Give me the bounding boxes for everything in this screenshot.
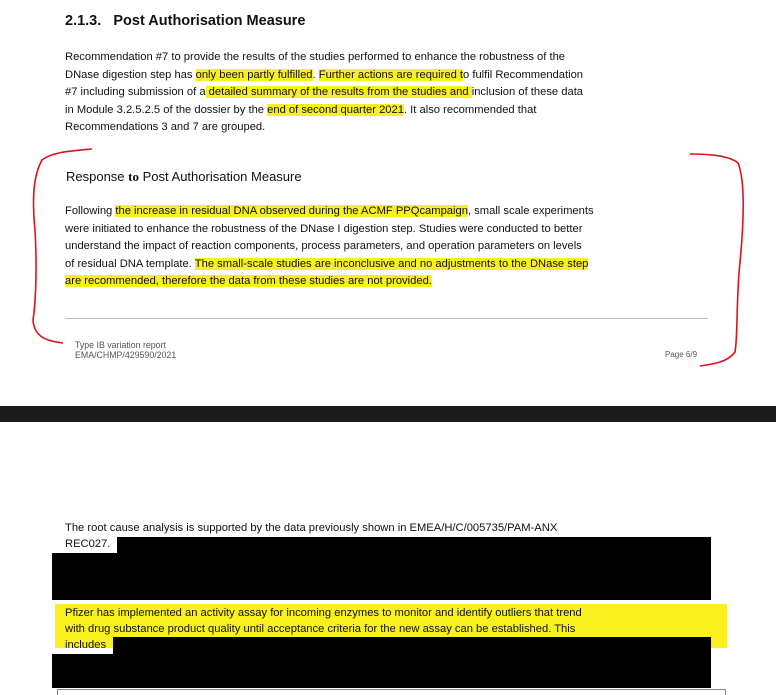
highlight: The small-scale studies are inconclusive and no adjustments to the DNase step xyxy=(194,257,589,270)
highlight: are recommended, therefore the data from these studies are not provided. xyxy=(65,275,432,288)
table-border xyxy=(57,689,726,695)
paragraph-line: Recommendation #7 to provide the results of the studies performed to enhance the robustness of the xyxy=(65,51,566,63)
section-title: Post Authorisation Measure xyxy=(113,13,306,29)
paragraph-line: includes xyxy=(65,639,107,651)
page-separator xyxy=(0,406,776,422)
paragraph-line: with drug substance product quality until acceptance criteria for the new assay can be established. This xyxy=(65,623,576,635)
highlight: the increase in residual DNA observed during the ACMF PPQcampaign xyxy=(115,205,468,217)
paragraph-line: Recommendations 3 and 7 are grouped. xyxy=(65,121,266,134)
paragraph-line: of residual DNA template. The small-scale studies are inconclusive and no adjustments to the DNase step xyxy=(65,257,589,270)
doc-id: EMA/CHMP/429590/2021 xyxy=(75,350,177,360)
doc-type: Type IB variation report xyxy=(75,340,166,350)
paragraph-line: #7 including submission of a detailed summary of the results from the studies and inclusion of these data xyxy=(65,86,584,99)
highlight: detailed summary of the results from the studies and xyxy=(205,86,472,99)
paragraph-line: Pfizer has implemented an activity assay for incoming enzymes to monitor and identify outliers that trend xyxy=(65,607,582,619)
redaction-block xyxy=(52,553,711,600)
paragraph-line: understand the impact of reaction components, process parameters, and operation parameters on levels xyxy=(65,240,582,253)
left-bracket-mark xyxy=(33,149,92,343)
page-number: Page 6/9 xyxy=(665,350,698,359)
response-heading: Response to Post Authorisation Measure xyxy=(66,169,302,184)
paragraph-line: The root cause analysis is supported by the data previously shown in EMEA/H/C/005735/PAM-ANX xyxy=(65,522,558,534)
paragraph-line: were initiated to enhance the robustness of the DNase I digestion step. Studies were conducted to better xyxy=(65,222,583,235)
highlight: only been partly fulfilled xyxy=(195,68,313,81)
paragraph-line: REC027. xyxy=(65,538,111,550)
redaction-block xyxy=(52,654,711,688)
paragraph-line: in Module 3.2.5.2.5 of the dossier by the end of second quarter 2021. It also recommended that xyxy=(65,103,537,116)
section-number: 2.1.3. xyxy=(65,13,102,29)
highlight: end of second quarter 2021 xyxy=(267,103,404,116)
right-bracket-mark xyxy=(690,154,743,366)
paragraph-line: Following the increase in residual DNA observed during the ACMF PPQcampaign, small scale experiments xyxy=(65,205,594,217)
paragraph-line: DNase digestion step has only been partly fulfilled. Further actions are required to fulfil Recommendation xyxy=(65,68,584,81)
highlight: Further actions are required t xyxy=(318,68,464,81)
